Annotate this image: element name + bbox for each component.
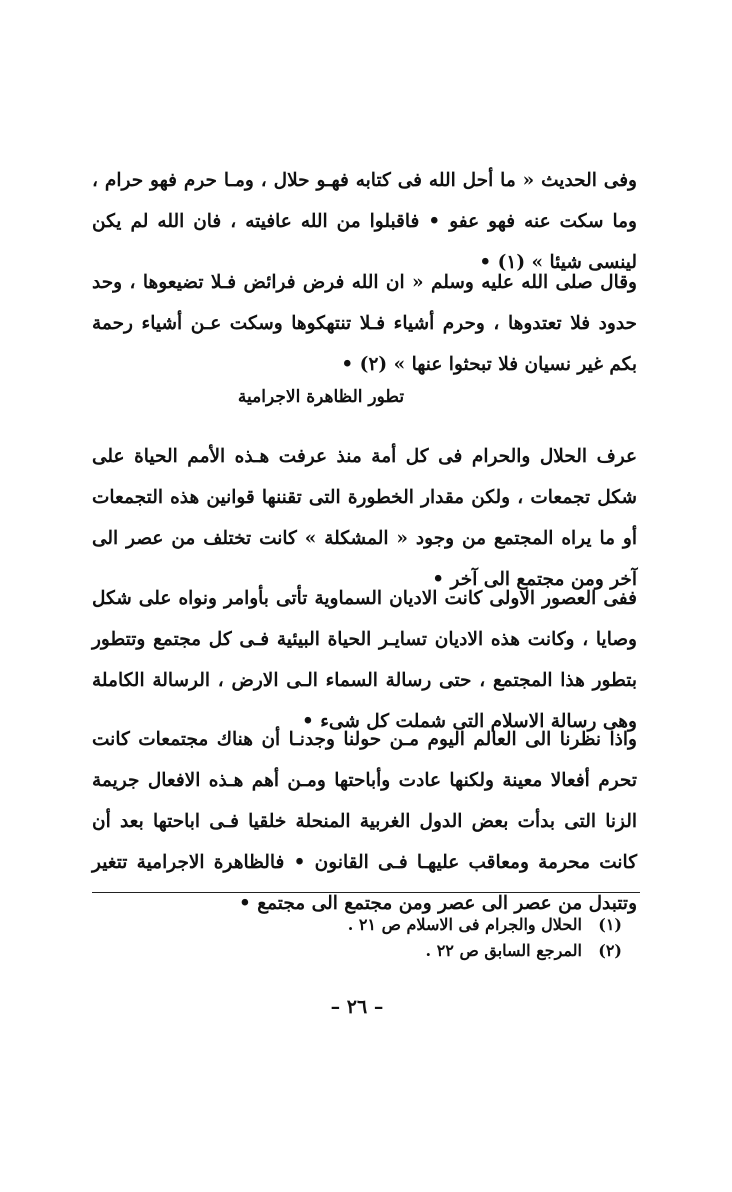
footnote-item bbox=[142, 912, 622, 938]
footnotes bbox=[142, 912, 622, 964]
section-heading bbox=[0, 383, 732, 411]
page-number bbox=[0, 993, 732, 1021]
footnote-number: (١) bbox=[598, 915, 622, 934]
footnote-text: الحلال والجرام فى الاسلام ص ٢١ . bbox=[347, 915, 582, 934]
footnote-item bbox=[142, 938, 622, 964]
paragraph-text: ففى العصور الاولى كانت الاديان السماوية تأتى بأوامر ونواه على شكل وصايا ، وكانت هذه الاديان تسايـر الحياة البيئية فـى كل مجتمع وتتطور بتطور هذا المجتمع ، حتى رسالة السماء الـى الارض ، الرسالة الكاملة وهى رسالة الاسلام التى شملت كل شىء • bbox=[92, 588, 637, 732]
paragraph-hadith-faraid bbox=[92, 262, 637, 385]
footnote-divider bbox=[92, 892, 640, 893]
footnote-text: المرجع السابق ص ٢٢ . bbox=[425, 941, 582, 960]
section-heading-text: تطور الظاهرة الاجرامية bbox=[237, 387, 405, 407]
paragraph-halal-haram-history bbox=[92, 436, 637, 600]
paragraph-early-eras bbox=[92, 578, 637, 742]
paragraph-text: واذا نظرنا الى العالم اليوم مـن حولنا وجدنـا أن هناك مجتمعات كانت تحرم أفعالا معينة ولكنها عادت وأباحتها ومـن أهم هـذه الافعال جريمة الزنا التى بدأت بعض الدول الغربية المنحلة خلقيا فـى اباحتها بعد أن كانت محرمة ومعاقب عليهـا فـى القانون • فالظاهرة الاجرامية تتغير وتتبدل من عصر الى عصر ومن مجتمع الى مجتمع • bbox=[92, 729, 637, 914]
footnote-number: (٢) bbox=[598, 941, 622, 960]
paragraph-text: وفى الحديث « ما أحل الله فى كتابه فهـو حلال ، ومـا حرم فهو حرام ، وما سكت عنه فهو عفو • فاقبلوا من الله عافيته ، فان الله لم يكن لينسى شيئا » (١) • bbox=[92, 170, 637, 273]
paragraph-text: وقال صلى الله عليه وسلم « ان الله فرض فرائض فـلا تضيعوها ، وحد حدود فلا تعتدوها ، وحرم أشياء فـلا تنتهكوها وسكت عـن أشياء رحمة بكم غير نسيان فلا تبحثوا عنها » (٢) • bbox=[92, 272, 637, 375]
paragraph-modern-world bbox=[92, 719, 637, 924]
paragraph-text: عرف الحلال والحرام فى كل أمة منذ عرفت هـذه الأمم الحياة على شكل تجمعات ، ولكن مقدار الخطورة التى تقننها قوانين هذه التجمعات أو ما يراه المجتمع من وجود « المشكلة » كانت تختلف من عصر الى آخر ومن مجتمع الى آخر • bbox=[92, 446, 637, 590]
page-number-text: – ٢٦ – bbox=[330, 996, 384, 1018]
